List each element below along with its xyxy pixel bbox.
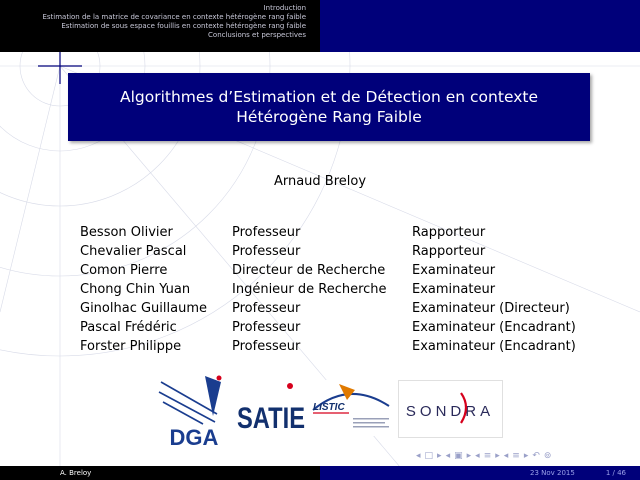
jury-row: [80, 280, 576, 299]
jury-name: Chong Chin Yuan: [80, 282, 191, 297]
jury-role: Examinateur (Directeur): [412, 301, 570, 316]
satie-logo: [235, 372, 307, 439]
header-right-panel: [320, 0, 640, 52]
beamer-navigation: [416, 450, 551, 462]
jury-row: [80, 261, 576, 280]
jury-role: Examinateur (Encadrant): [412, 320, 576, 335]
jury-name: Pascal Frédéric: [80, 320, 177, 335]
nav-section-covariance[interactable]: Estimation de la matrice de covariance en contexte hétérogène rang faible: [42, 13, 306, 21]
jury-role: Examinateur: [412, 282, 496, 297]
nav-section-subspace[interactable]: Estimation de sous espace fouillis en contexte hétérogène rang faible: [61, 22, 306, 30]
jury-role: Examinateur (Encadrant): [412, 339, 576, 354]
section-navigation: [0, 0, 320, 52]
jury-name: Comon Pierre: [80, 263, 168, 278]
jury-title: Ingénieur de Recherche: [232, 282, 387, 297]
nav-section-prev-icon[interactable]: ◂: [475, 451, 480, 461]
jury-row: [80, 337, 576, 356]
nav-doc-icon[interactable]: ≡: [512, 451, 520, 461]
jury-title: Directeur de Recherche: [232, 263, 386, 278]
nav-section-icon[interactable]: ≡: [483, 451, 492, 461]
jury-title: Professeur: [232, 225, 301, 240]
nav-frame-icon[interactable]: □: [424, 451, 434, 461]
jury-row: [80, 223, 576, 242]
footer-meta: [320, 466, 640, 480]
header-bar: [0, 0, 640, 52]
jury-name: Besson Olivier: [80, 225, 173, 240]
dga-logo: [157, 372, 232, 448]
nav-section-introduction[interactable]: Introduction: [263, 4, 306, 12]
footer-page-number: 1 / 46: [605, 469, 626, 477]
jury-role: Rapporteur: [412, 244, 486, 259]
jury-role: Rapporteur: [412, 225, 486, 240]
listic-logo-text: LISTIC: [313, 402, 345, 413]
jury-name: Chevalier Pascal: [80, 244, 187, 259]
listic-logo: [309, 380, 395, 436]
nav-frame-next-icon[interactable]: ▸: [437, 451, 442, 461]
jury-table: [80, 223, 576, 356]
nav-subsection-next-icon[interactable]: ▸: [466, 451, 472, 461]
title-line-1: Algorithmes d’Estimation et de Détection en contexte: [120, 88, 538, 106]
sondra-logo: [398, 380, 503, 438]
footer-author: A. Breloy: [0, 466, 320, 480]
nav-section-conclusions[interactable]: Conclusions et perspectives: [208, 31, 306, 39]
sondra-logo-text: SONDRA: [405, 403, 495, 420]
footer-bar: [0, 466, 640, 480]
nav-search-icon[interactable]: ⊚: [543, 451, 552, 461]
title-block: [68, 73, 590, 141]
nav-doc-prev-icon[interactable]: ◂: [503, 451, 509, 461]
jury-title: Professeur: [232, 339, 301, 354]
jury-title: Professeur: [232, 244, 301, 259]
author-name: Arnaud Breloy: [273, 174, 367, 189]
satie-logo-text: SATIE: [237, 402, 305, 435]
title-line-2: Hétérogène Rang Faible: [236, 108, 422, 126]
jury-name: Ginolhac Guillaume: [80, 301, 207, 316]
jury-name: Forster Philippe: [80, 339, 182, 354]
nav-back-icon[interactable]: ↶: [532, 451, 540, 461]
jury-row: [80, 318, 576, 337]
nav-section-next-icon[interactable]: ▸: [495, 451, 500, 461]
nav-subsection-icon[interactable]: ▣: [454, 451, 463, 461]
jury-role: Examinateur: [412, 263, 496, 278]
jury-row: [80, 299, 576, 318]
footer-date: 23 Nov 2015: [530, 469, 575, 477]
jury-row: [80, 242, 576, 261]
jury-title: Professeur: [232, 320, 301, 335]
nav-frame-prev-icon[interactable]: ◂: [416, 451, 421, 461]
nav-subsection-prev-icon[interactable]: ◂: [445, 451, 451, 461]
jury-title: Professeur: [232, 301, 301, 316]
nav-doc-next-icon[interactable]: ▸: [523, 451, 529, 461]
dga-logo-text: DGA: [169, 425, 219, 448]
